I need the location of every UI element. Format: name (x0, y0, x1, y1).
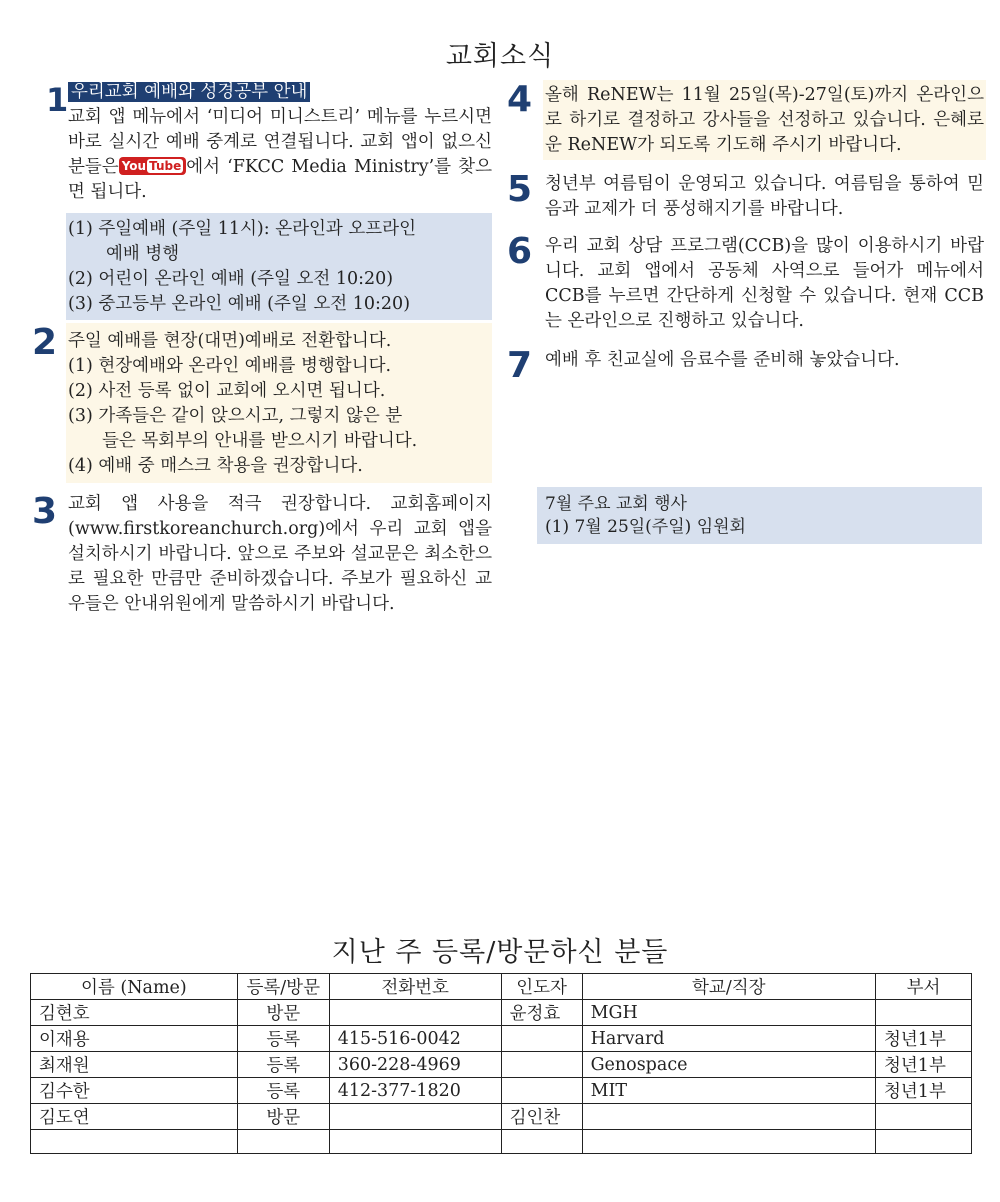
table-row (31, 1000, 972, 1026)
cell-phone: 360-228-4969 (329, 1052, 501, 1078)
item1-list-line: 예배 병행 (106, 244, 180, 264)
news-item-7 (507, 345, 986, 386)
item5-text: 청년부 여름팀이 운영되고 있습니다. 여름팀을 통하여 믿음과 교제가 더 풍성해지기를 바랍니다. (545, 174, 984, 219)
cell-school-work (582, 1130, 875, 1154)
table-row (31, 1078, 972, 1104)
cell-type: 등록 (237, 1052, 329, 1078)
item2-line: 들은 목회부의 안내를 받으시기 바랍니다. (102, 431, 418, 451)
cell-department: 청년1부 (876, 1078, 972, 1104)
cell-name: 김도연 (31, 1104, 238, 1130)
item1-text-before: 교회 앱 메뉴에서 ‘미디어 미니스트리’ 메뉴를 누르시면 바로 실시간 예배 중계로 연결됩니다. 교회 앱이 없으신 분들은 (68, 107, 492, 177)
cell-phone (329, 1000, 501, 1026)
item6-text: 우리 교회 상담 프로그램(CCB)을 많이 이용하시기 바랍니다. 교회 앱에서 공동체 사역으로 들어가 메뉴에서 CCB를 누르면 간단하게 신청할 수 있습니다. 현재 CCB는 온라인으로 진행하고 있습니다. (545, 236, 984, 331)
item1-list-line: (3) 중고등부 온라인 예배 (주일 오전 10:20) (68, 294, 411, 314)
cell-guide (501, 1052, 582, 1078)
item-number-7: 7 (507, 345, 533, 386)
cell-phone: 412-377-1820 (329, 1078, 501, 1104)
table-row (31, 1052, 972, 1078)
item-number-5: 5 (507, 169, 533, 210)
item2-line: (2) 사전 등록 없이 교회에 오시면 됩니다. (68, 381, 386, 401)
item-number-3: 3 (32, 491, 58, 532)
item1-schedule-box (66, 213, 492, 320)
cell-phone (329, 1130, 501, 1154)
item1-text-after: 에서 ‘FKCC Media Ministry’를 찾으면 됩니다. (68, 157, 492, 202)
header-name: 이름 (Name) (31, 974, 238, 1000)
cell-school-work: Harvard (582, 1026, 875, 1052)
item7-text: 예배 후 친교실에 음료수를 준비해 놓았습니다. (545, 350, 900, 370)
cell-type: 등록 (237, 1026, 329, 1052)
cell-school-work: Genospace (582, 1052, 875, 1078)
news-item-3 (32, 491, 492, 617)
header-type: 등록/방문 (237, 974, 329, 1000)
cell-department (876, 1000, 972, 1026)
cell-guide: 윤정효 (501, 1000, 582, 1026)
cell-guide: 김인찬 (501, 1104, 582, 1130)
cell-school-work (582, 1104, 875, 1130)
cell-phone (329, 1104, 501, 1130)
cell-phone: 415-516-0042 (329, 1026, 501, 1052)
news-left-column (32, 80, 492, 617)
item3-text: 교회 앱 사용을 적극 권장합니다. 교회홈페이지(www.firstkoreanchurch.org)에서 우리 교회 앱을 설치하시기 바랍니다. 앞으로 주보와 설교문은 최소한으로 필요한 만큼만 준비하겠습니다. 주보가 필요하신 교우들은 안내위원에게 말씀하시기 바랍니다. (68, 494, 492, 614)
header-guide: 인도자 (501, 974, 582, 1000)
events-line: (1) 7월 25일(주일) 임원회 (545, 517, 746, 537)
page-title: 교회소식 (445, 41, 555, 72)
cell-department (876, 1130, 972, 1154)
cell-type: 방문 (237, 1000, 329, 1026)
news-right-column (507, 79, 986, 386)
header-phone: 전화번호 (329, 974, 501, 1000)
cell-name: 이재용 (31, 1026, 238, 1052)
cell-name (31, 1130, 238, 1154)
events-title: 7월 주요 교회 행사 (545, 494, 687, 514)
cell-department (876, 1104, 972, 1130)
table-header-row (31, 974, 972, 1000)
table-row (31, 1130, 972, 1154)
item-number-1: 1 (46, 81, 69, 119)
registration-table (30, 973, 972, 1154)
item1-list-line: (1) 주일예배 (주일 11시): 온라인과 오프라인 (68, 219, 416, 239)
cell-name: 김현호 (31, 1000, 238, 1026)
item2-line: (4) 예배 중 매스크 착용을 권장합니다. (68, 456, 363, 476)
item4-text: 올해 ReNEW는 11월 25일(목)-27일(토)까지 온라인으로 하기로 결정하고 강사들을 선정하고 있습니다. 은혜로운 ReNEW가 되도록 기도해 주시기 바랍니다. (545, 85, 984, 155)
cell-guide (501, 1078, 582, 1104)
news-item-6 (507, 231, 986, 334)
header-department: 부서 (876, 974, 972, 1000)
item2-line: 주일 예배를 현장(대면)예배로 전환합니다. (68, 331, 392, 351)
table-row (31, 1104, 972, 1130)
cell-department: 청년1부 (876, 1052, 972, 1078)
table-row (31, 1026, 972, 1052)
item1-list-line: (2) 어린이 온라인 예배 (주일 오전 10:20) (68, 269, 394, 289)
cell-name: 김수한 (31, 1078, 238, 1104)
header-school-work: 학교/직장 (582, 974, 875, 1000)
cell-school-work: MIT (582, 1078, 875, 1104)
item2-line: (3) 가족들은 같이 앉으시고, 그렇지 않은 분 (68, 406, 403, 426)
item-number-4: 4 (507, 79, 533, 120)
cell-type: 등록 (237, 1078, 329, 1104)
item2-line: (1) 현장예배와 온라인 예배를 병행합니다. (68, 356, 392, 376)
events-box (537, 487, 982, 544)
news-item-4 (507, 79, 986, 160)
youtube-logo: You Tube (119, 157, 187, 175)
cell-type: 방문 (237, 1104, 329, 1130)
cell-guide (501, 1130, 582, 1154)
item-number-6: 6 (507, 231, 533, 272)
item-number-2: 2 (32, 322, 58, 363)
news-item-1 (46, 80, 492, 320)
cell-guide (501, 1026, 582, 1052)
news-item-5 (507, 169, 986, 222)
cell-name: 최재원 (31, 1052, 238, 1078)
registration-title: 지난 주 등록/방문하신 분들 (331, 937, 669, 968)
cell-department: 청년1부 (876, 1026, 972, 1052)
cell-school-work: MGH (582, 1000, 875, 1026)
cell-type (237, 1130, 329, 1154)
item1-heading: 우리교회 예배와 성경공부 안내 (68, 82, 310, 102)
news-item-2 (32, 322, 492, 483)
